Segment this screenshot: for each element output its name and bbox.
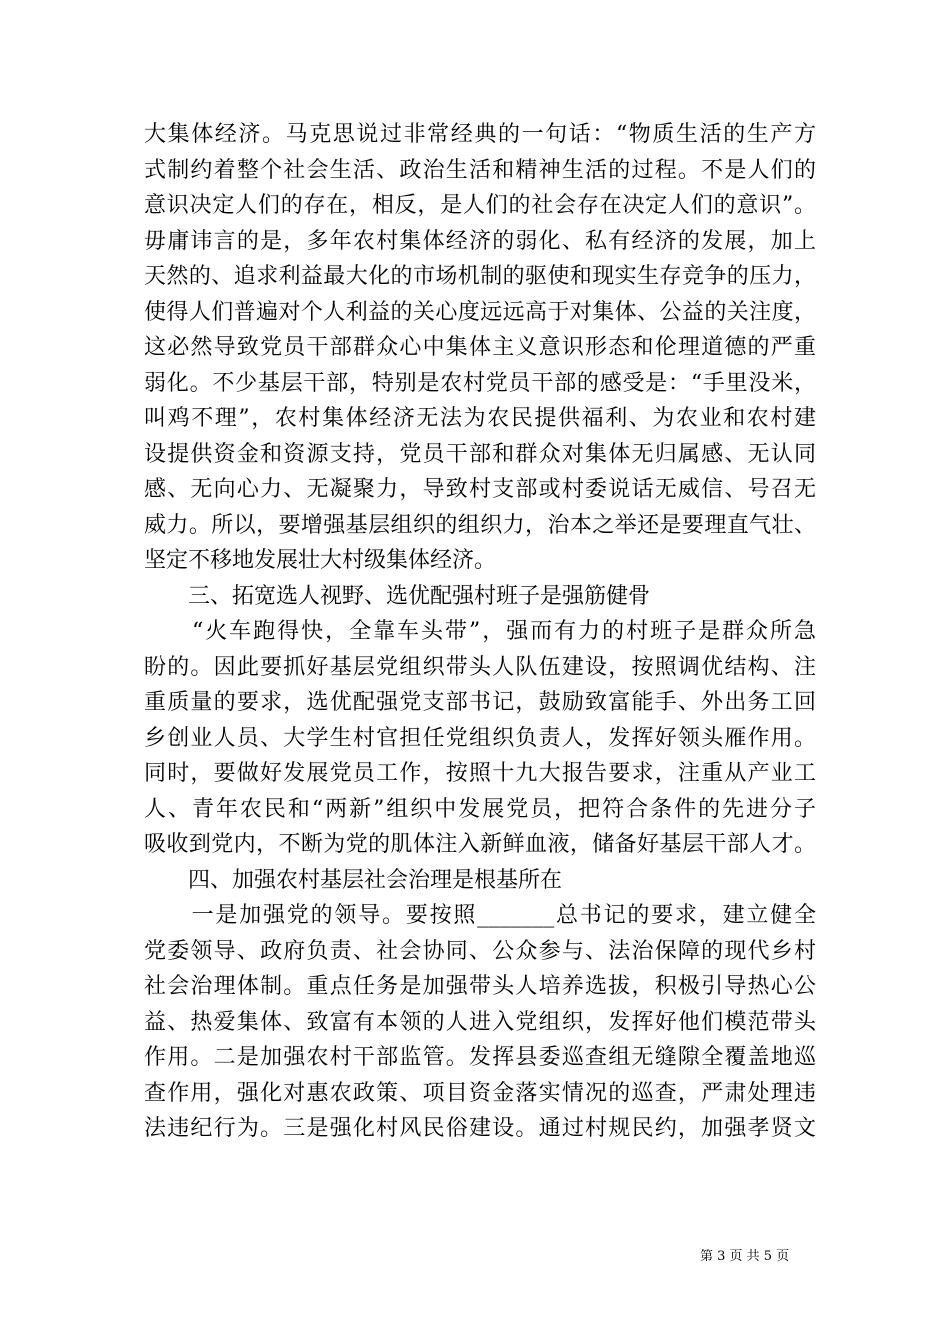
text-line: 感、无向心力、无凝聚力，导致村支部或村委说话无威信、号召无: [144, 477, 816, 502]
page-number-footer: 第 3 页 共 5 页: [700, 1249, 790, 1264]
text-line: 法违纪行为。三是强化村风民俗建设。通过村规民约，加强孝贤文: [144, 1116, 816, 1141]
text-line: 四、加强农村基层社会治理是根基所在: [144, 867, 563, 893]
text-line: 式制约着整个社会生活、政治生活和精神生活的过程。不是人们的: [144, 157, 816, 183]
text-line: 毋庸讳言的是，多年农村集体经济的弱化、私有经济的发展，加上: [144, 228, 816, 254]
text-line: 设提供资金和资源支持，党员干部和群众对集体无归属感、无认同: [144, 441, 816, 467]
text-line: 乡创业人员、大学生村官担任党组织负责人，发挥好领头雁作用。: [144, 725, 816, 751]
body-text: [144, 117, 816, 1147]
text-line: 同时，要做好发展党员工作，按照十九大报告要求，注重从产业工: [144, 761, 816, 786]
text-line: 三、拓宽选人视野、选优配强村班子是强筋健骨: [144, 583, 651, 609]
text-line: 意识决定人们的存在，相反，是人们的社会存在决定人们的意识”。: [144, 193, 816, 218]
text-line: 查作用，强化对惠农政策、项目资金落实情况的巡查，严肃处理违: [144, 1080, 816, 1106]
text-line: 坚定不移地发展壮大村级集体经济。: [144, 548, 497, 573]
text-line: 叫鸡不理”，农村集体经济无法为农民提供福利、为农业和农村建: [144, 406, 816, 431]
text-line: 使得人们普遍对个人利益的关心度远远高于对集体、公益的关注度，: [144, 299, 816, 325]
text-line: 弱化。不少基层干部，特别是农村党员干部的感受是：“手里没米，: [144, 370, 816, 396]
text-line: 威力。所以，要增强基层组织的组织力，治本之举还是要理直气壮、: [144, 512, 816, 538]
text-line: 重质量的要求，选优配强党支部书记，鼓励致富能手、外出务工回: [144, 690, 816, 715]
text-line: 党委领导、政府负责、社会协同、公众参与、法治保障的现代乡村: [144, 938, 816, 964]
text-line: “火车跑得快，全靠车头带”，强而有力的村班子是群众所急: [144, 619, 816, 644]
text-line: 大集体经济。马克思说过非常经典的一句话：“物质生活的生产方: [144, 122, 816, 147]
text-line: 社会治理体制。重点任务是加强带头人培养选拔，积极引导热心公: [144, 974, 816, 999]
text-line: 吸收到党内，不断为党的肌体注入新鲜血液，储备好基层干部人才。: [144, 832, 816, 857]
text-line: 天然的、追求利益最大化的市场机制的驱使和现实生存竞争的压力，: [144, 264, 816, 289]
text-line: 作用。二是加强农村干部监管。发挥县委巡查组无缝隙全覆盖地巡: [144, 1045, 816, 1070]
text-line: 人、青年农民和“两新”组织中发展党员，把符合条件的先进分子: [144, 796, 816, 822]
text-line: 益、热爱集体、致富有本领的人进入党组织，发挥好他们模范带头: [144, 1009, 816, 1035]
text-line: 这必然导致党员干部群众心中集体主义意识形态和伦理道德的严重: [144, 335, 816, 360]
text-line: 盼的。因此要抓好基层党组织带头人队伍建设，按照调优结构、注: [144, 654, 816, 680]
text-line: 一是加强党的领导。要按照_______总书记的要求，建立健全: [144, 903, 816, 928]
